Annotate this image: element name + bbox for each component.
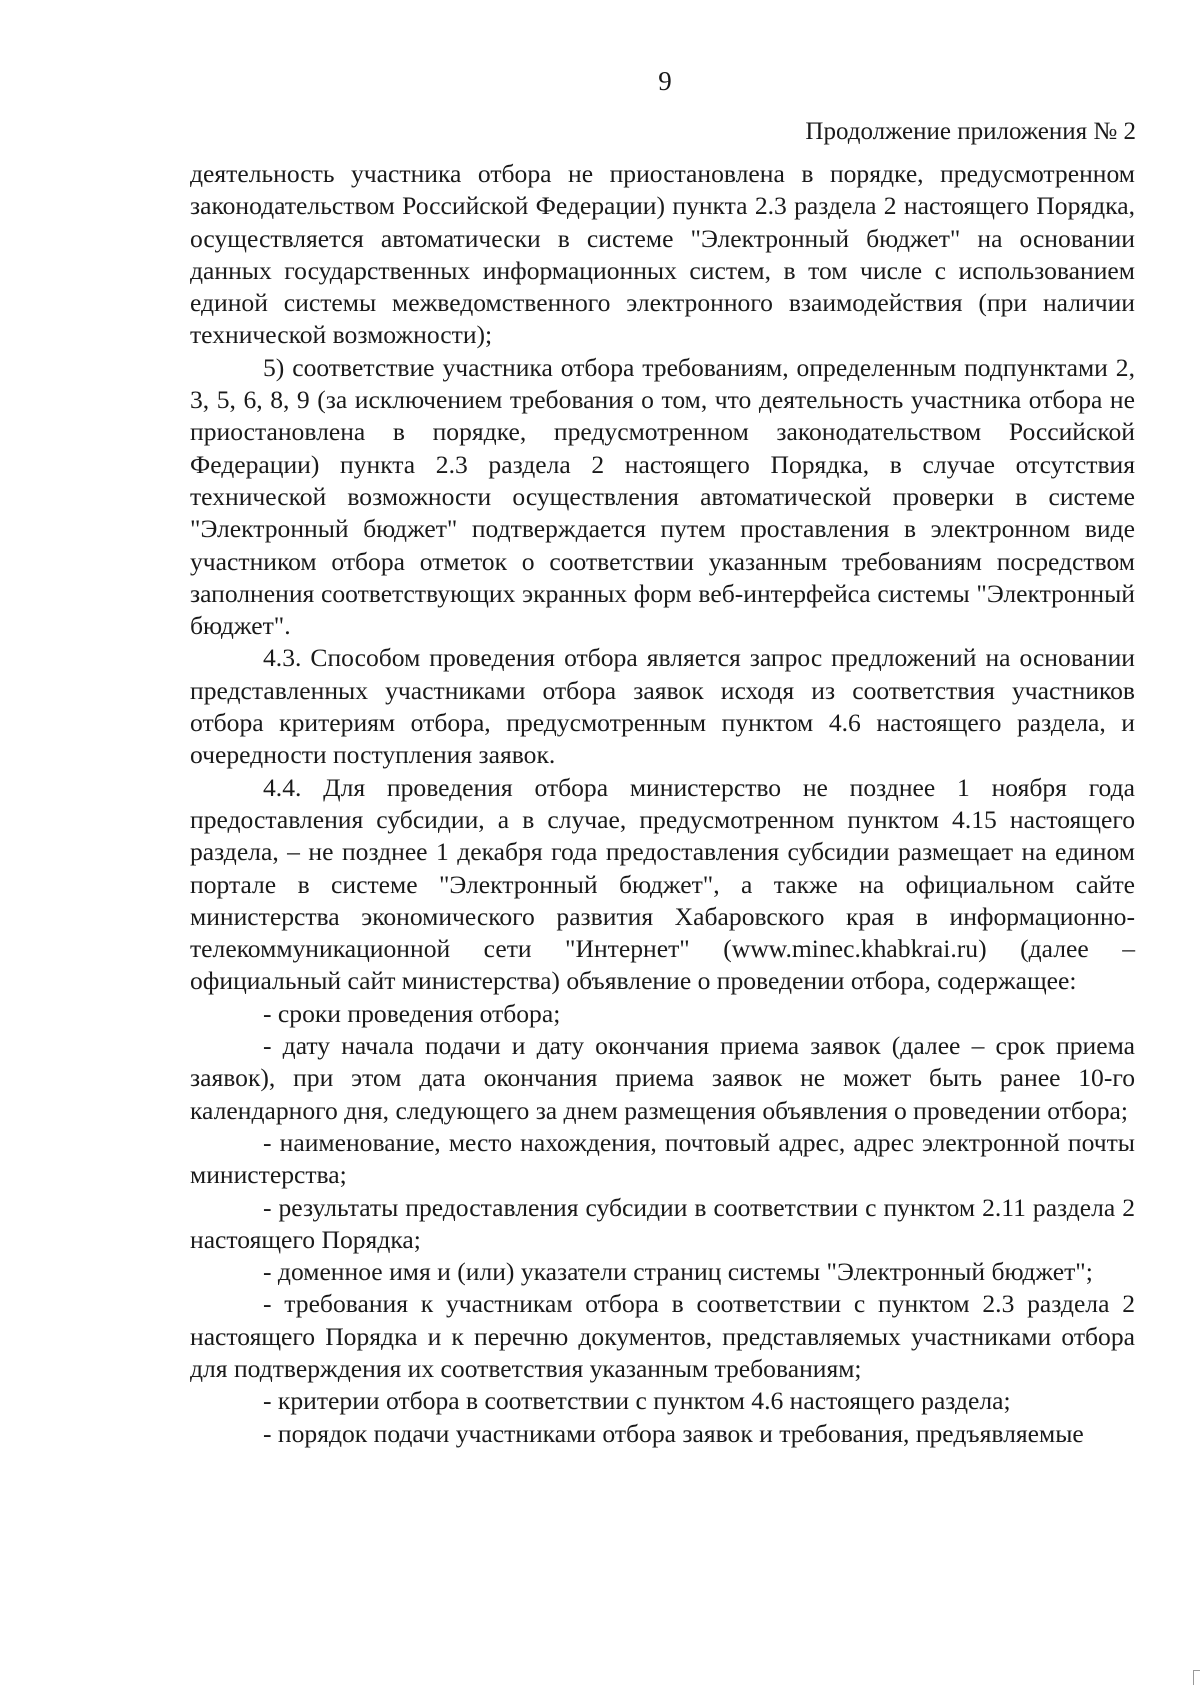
scan-corner-mark xyxy=(1193,1670,1200,1685)
body-text xyxy=(190,158,1135,1450)
page-number: 9 xyxy=(658,66,672,96)
list-item: - требования к участникам отбора в соответствии с пунктом 2.3 раздела 2 настоящего Порядка и к перечню документов, представляемых участниками отбора для подтверждения их соответствия указанным требованиям; xyxy=(190,1289,1135,1383)
list-item: - дату начала подачи и дату окончания приема заявок (далее – срок приема заявок), при этом дата окончания приема заявок не может быть ранее 10-го календарного дня, следующего за днем размещения объявления о проведении отбора; xyxy=(190,1031,1135,1125)
paragraph-continuation: деятельность участника отбора не приостановлена в порядке, предусмотренном законодательством Российской Федерации) пункта 2.3 раздела 2 настоящего Порядка, осуществляется автоматически в системе "Электронный бюджет" на основании данных государственных информационных систем, в том числе с использованием единой системы межведомственного электронного взаимодействия (при наличии технической возможности); xyxy=(190,159,1135,350)
list-item: - результаты предоставления субсидии в соответствии с пунктом 2.11 раздела 2 настоящего Порядка; xyxy=(190,1192,1135,1254)
list-item: - сроки проведения отбора; xyxy=(263,998,561,1028)
list-item: - наименование, место нахождения, почтовый адрес, адрес электронной почты министерства; xyxy=(190,1127,1135,1190)
list-item: - порядок подачи участниками отбора заявок и требования, предъявляемые xyxy=(263,1418,1084,1448)
list-item: - критерии отбора в соответствии с пунктом 4.6 настоящего раздела; xyxy=(263,1386,1011,1416)
paragraph-4-4: 4.4. Для проведения отбора министерство не позднее 1 ноября года предоставления субсидии, а в случае, предусмотренном пунктом 4.15 настоящего раздела, – не позднее 1 декабря года предоставления субсидии размещает на едином портале в системе "Электронный бюджет", а также на официальном сайте министерства экономического развития Хабаровского края в информационно-телекоммуникационной сети "Интернет" (www.minec.khabkrai.ru) (далее – официальный сайт министерства) объявление о проведении отбора, содержащее: xyxy=(190,772,1135,996)
paragraph-4-3: 4.3. Способом проведения отбора является запрос предложений на основании представленных участниками отбора заявок исходя из соответствия участников отбора критериям отбора, предусмотренным пунктом 4.6 настоящего раздела, и очередности поступления заявок. xyxy=(190,643,1135,770)
list-item: - доменное имя и (или) указатели страниц системы "Электронный бюджет"; xyxy=(263,1257,1093,1287)
running-header: Продолжение приложения № 2 xyxy=(805,118,1136,145)
paragraph-item-5: 5) соответствие участника отбора требованиям, определенным подпунктами 2, 3, 5, 6, 8, 9 (за исключением требования о том, что деятельность участника отбора не приостановлена в порядке, предусмотренном законодательством Российской Федерации) пункта 2.3 раздела 2 настоящего Порядка, в случае отсутствия технической возможности осуществления автоматической проверки в системе "Электронный бюджет" подтверждается путем проставления в электронном виде участником отбора отметок о соответствии указанным требованиям посредством заполнения соответствующих экранных форм веб-интерфейса системы "Электронный бюджет". xyxy=(190,352,1135,641)
